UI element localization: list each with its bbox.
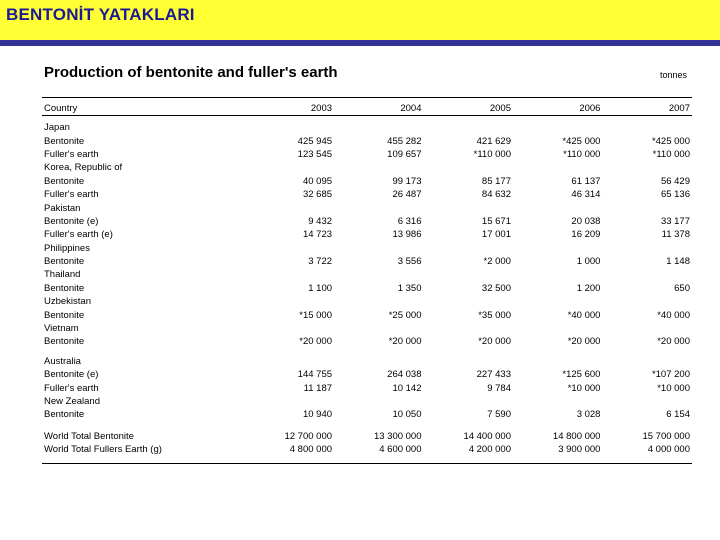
value-cell: 15 671 <box>481 215 511 227</box>
product-label: Bentonite <box>44 282 85 294</box>
value-cell: 1 148 <box>666 256 690 268</box>
spacer-row <box>42 422 692 430</box>
country-row <box>42 201 692 214</box>
value-cell: 7 590 <box>487 409 511 421</box>
table-row <box>42 381 692 394</box>
country-row <box>42 355 692 368</box>
column-header: 2005 <box>489 102 511 114</box>
table-row <box>42 282 692 295</box>
value-cell: 4 600 000 <box>379 444 422 456</box>
value-cell: 26 487 <box>392 189 422 201</box>
value-cell: 455 282 <box>387 135 422 147</box>
value-cell: *20 000 <box>388 336 422 348</box>
product-label: Bentonite (e) <box>44 369 99 381</box>
country-row <box>42 395 692 408</box>
product-label: Bentonite <box>44 175 85 187</box>
country-name: Australia <box>44 355 81 367</box>
value-cell: 11 378 <box>661 229 690 241</box>
table-row <box>42 134 692 147</box>
country-row <box>42 121 692 134</box>
value-cell: 17 001 <box>481 229 511 241</box>
value-cell: 14 400 000 <box>463 430 511 442</box>
value-cell: *40 000 <box>657 309 690 321</box>
slide-header <box>0 0 720 40</box>
value-cell: *110 000 <box>652 148 690 160</box>
spacer-cell <box>42 422 692 430</box>
value-cell: *10 000 <box>567 382 601 394</box>
table-row <box>42 368 692 381</box>
column-header: 2004 <box>400 102 422 114</box>
column-header: 2007 <box>668 102 690 114</box>
value-cell: 10 050 <box>392 409 422 421</box>
country-name: Philippines <box>44 242 90 254</box>
table-row <box>42 188 692 201</box>
country-name: Thailand <box>44 269 81 281</box>
country-row <box>42 242 692 255</box>
value-cell: *110 000 <box>473 148 511 160</box>
value-cell: *20 000 <box>478 336 511 348</box>
value-cell: 4 000 000 <box>647 444 690 456</box>
value-cell: 3 722 <box>308 256 333 268</box>
value-cell: *10 000 <box>657 382 690 394</box>
country-name: Vietnam <box>44 323 79 335</box>
value-cell: 1 200 <box>576 282 601 294</box>
country-name: Japan <box>44 122 70 134</box>
value-cell: 650 <box>674 282 690 294</box>
production-table <box>42 101 692 456</box>
value-cell: 15 700 000 <box>642 430 690 442</box>
country-name: Uzbekistan <box>44 296 91 308</box>
value-cell: 109 657 <box>387 148 422 160</box>
country-row <box>42 268 692 281</box>
value-cell: 4 800 000 <box>289 444 333 456</box>
value-cell: 144 755 <box>297 369 333 381</box>
country-name: Korea, Republic of <box>44 162 123 174</box>
value-cell: 12 700 000 <box>284 430 333 442</box>
value-cell: 33 177 <box>660 215 690 227</box>
product-label: Fuller's earth <box>44 189 99 201</box>
table-header-row <box>42 101 692 115</box>
table-row <box>42 255 692 268</box>
value-cell: *110 000 <box>563 148 601 160</box>
column-header: 2003 <box>310 102 333 114</box>
value-cell: 6 154 <box>666 409 690 421</box>
value-cell: *425 000 <box>562 135 601 147</box>
value-cell: 6 316 <box>397 215 422 227</box>
column-header: Country <box>44 102 78 114</box>
table-top-rule <box>42 97 692 98</box>
value-cell: 227 433 <box>476 369 511 381</box>
product-label: Bentonite <box>44 309 85 321</box>
value-cell: 46 314 <box>571 189 601 201</box>
value-cell: 32 500 <box>481 282 511 294</box>
value-cell: 14 800 000 <box>552 430 601 442</box>
table-row <box>42 308 692 321</box>
value-cell: 425 945 <box>297 135 333 147</box>
value-cell: *425 000 <box>651 135 690 147</box>
product-label: Bentonite <box>44 409 85 421</box>
value-cell: 1 000 <box>576 256 601 268</box>
value-cell: 3 556 <box>397 256 422 268</box>
value-cell: 61 137 <box>571 175 601 187</box>
value-cell: 99 173 <box>392 175 422 187</box>
value-cell: 20 038 <box>571 215 601 227</box>
value-cell: 14 723 <box>302 229 333 241</box>
value-cell: 16 209 <box>571 229 601 241</box>
value-cell: 32 685 <box>302 189 333 201</box>
product-label: Fuller's earth <box>44 148 99 160</box>
product-label: Fuller's earth (e) <box>44 229 113 241</box>
total-row <box>42 443 692 456</box>
country-row <box>42 295 692 308</box>
value-cell: 65 136 <box>660 189 690 201</box>
table-row <box>42 175 692 188</box>
country-name: Pakistan <box>44 202 81 214</box>
country-name: New Zealand <box>44 396 100 407</box>
product-label: Bentonite <box>44 256 85 268</box>
slide-title: BENTONİT YATAKLARI <box>6 5 195 24</box>
value-cell: 13 986 <box>392 229 422 241</box>
product-label: Bentonite (e) <box>44 215 99 227</box>
value-cell: 9 784 <box>487 382 511 394</box>
value-cell: 4 200 000 <box>468 444 511 456</box>
value-cell: *2 000 <box>483 256 511 268</box>
value-cell: *107 200 <box>651 369 690 381</box>
value-cell: 85 177 <box>481 175 511 187</box>
table-row <box>42 408 692 421</box>
value-cell: 10 940 <box>302 409 333 421</box>
value-cell: 9 432 <box>308 215 333 227</box>
country-row <box>42 161 692 174</box>
total-label: World Total Fullers Earth (g) <box>44 444 162 456</box>
value-cell: 123 545 <box>297 148 333 160</box>
header-divider-bar <box>0 40 720 46</box>
value-cell: *25 000 <box>388 309 422 321</box>
value-cell: 3 900 000 <box>558 444 601 456</box>
document-title: Production of bentonite and fuller's earth <box>44 64 338 81</box>
value-cell: 1 350 <box>397 282 422 294</box>
table-row <box>42 335 692 348</box>
value-cell: 10 142 <box>392 382 422 394</box>
value-cell: *40 000 <box>567 309 601 321</box>
value-cell: *20 000 <box>657 336 690 348</box>
value-cell: 13 300 000 <box>373 430 422 442</box>
table-row <box>42 228 692 241</box>
value-cell: *20 000 <box>567 336 601 348</box>
country-row <box>42 322 692 335</box>
value-cell: *20 000 <box>299 336 333 348</box>
table-row <box>42 215 692 228</box>
value-cell: 3 028 <box>576 409 601 421</box>
value-cell: 1 100 <box>308 282 333 294</box>
column-header: 2006 <box>579 102 601 114</box>
value-cell: 264 038 <box>387 369 422 381</box>
product-label: Fuller's earth <box>44 382 99 394</box>
value-cell: 421 629 <box>476 135 511 147</box>
table-bottom-rule <box>42 463 692 464</box>
value-cell: *15 000 <box>299 309 333 321</box>
table-row <box>42 148 692 161</box>
total-label: World Total Bentonite <box>44 430 134 442</box>
product-label: Bentonite <box>44 135 85 147</box>
value-cell: 11 187 <box>303 382 333 394</box>
total-row <box>42 430 692 443</box>
value-cell: 84 632 <box>481 189 511 201</box>
units-label: tonnes <box>660 70 688 80</box>
product-label: Bentonite <box>44 336 85 348</box>
value-cell: 56 429 <box>660 175 690 187</box>
value-cell: *35 000 <box>478 309 511 321</box>
value-cell: 40 095 <box>302 175 333 187</box>
value-cell: *125 600 <box>562 369 601 381</box>
